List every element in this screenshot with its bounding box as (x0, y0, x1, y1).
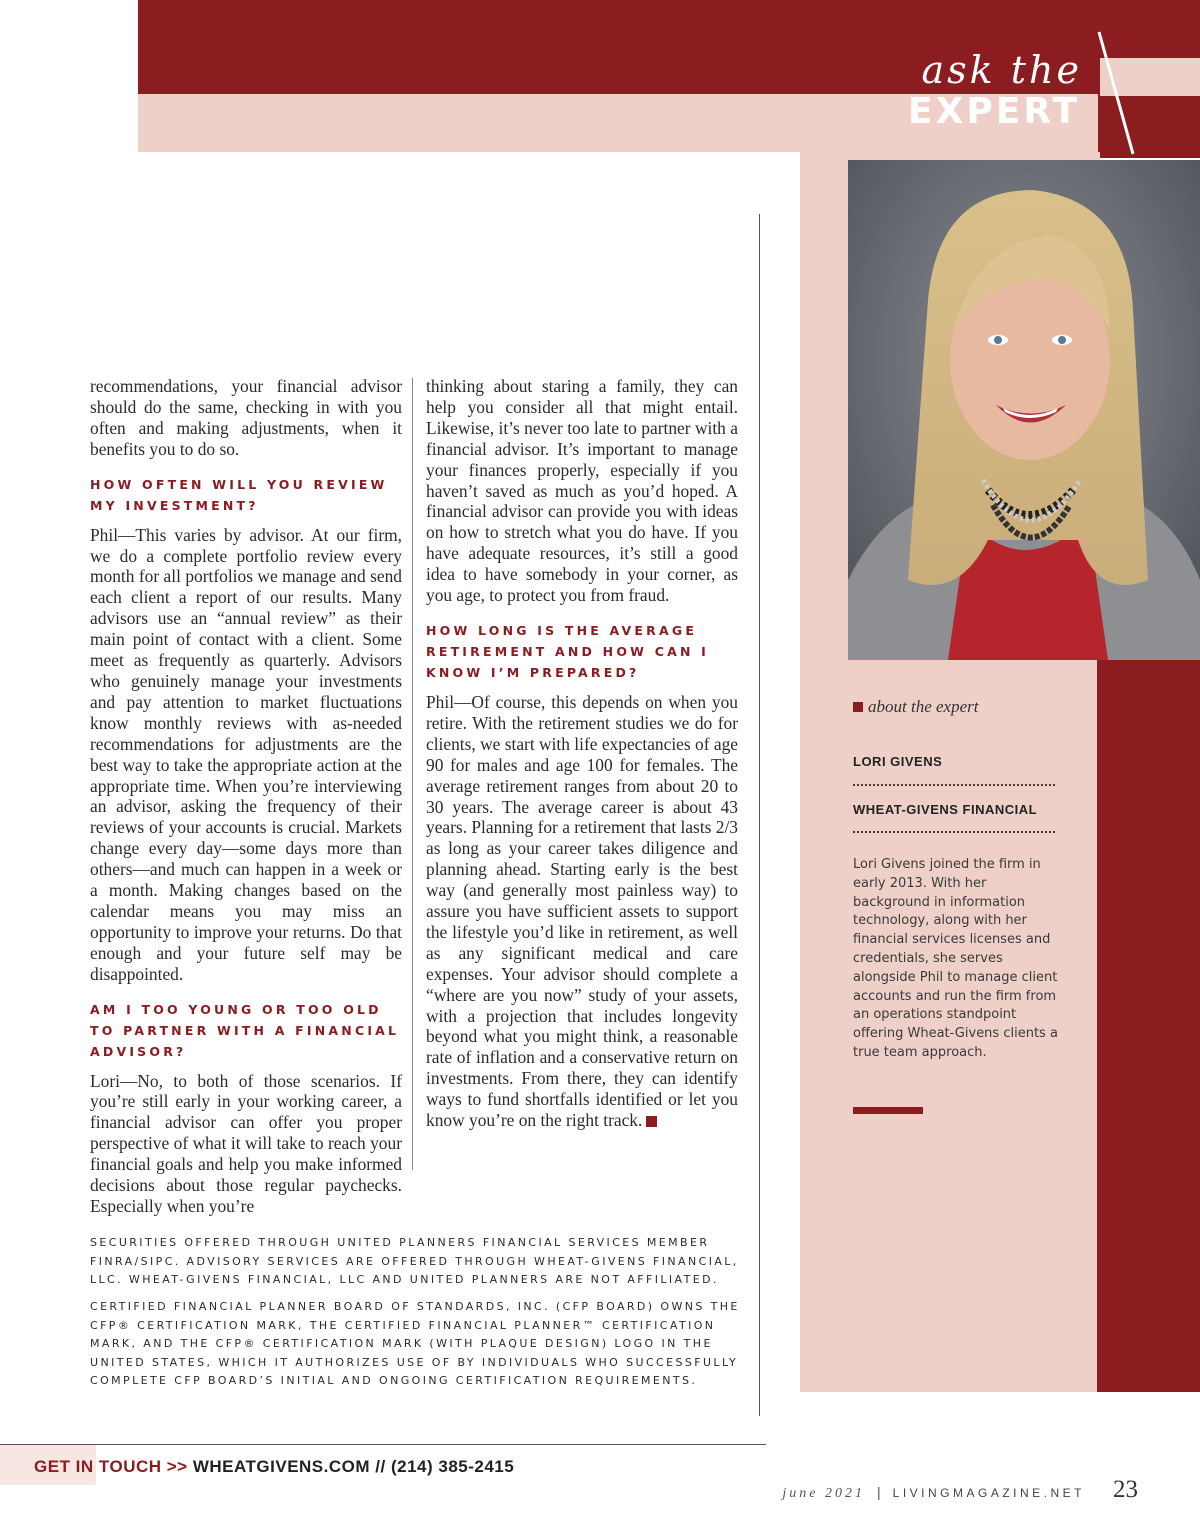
page-folio (782, 1476, 1138, 1504)
section-kicker: ask the (921, 48, 1082, 92)
get-in-touch-label: GET IN TOUCH >> (34, 1457, 188, 1476)
paragraph: thinking about staring a family, they can help you consider all that might entail. Likewise, it’s never too late to partner with a financial advisor. It’s important to manage your finances properly, especially if you haven’t saved as much as you’d hoped. A financial advisor can provide you with ideas on how to stretch what you do have. If you have adequate resources, it’s still a good idea to have somebody in your corner, as you age, to protect you from fraud. (426, 376, 738, 606)
expert-portrait (848, 160, 1200, 660)
about-label-text: about the expert (868, 697, 979, 716)
dotted-divider (853, 784, 1055, 786)
end-mark-icon (646, 1116, 657, 1127)
folio-separator: | (877, 1484, 881, 1500)
issue-date: june 2021 (782, 1486, 865, 1501)
paragraph-text: Phil—Of course, this depends on when you retire. With the retirement studies we do for clients, we start with life expectancies of age 90 for males and age 100 for females. The average retirement ranges from about 20 to 30 years. The average career is about 43 years. Planning for a retirement that lasts 2/3 as long as your career takes diligence and planning ahead. Starting early is the best way (and generally most painless way) to assure you have sufficient assets to support the lifestyle you’d like in retirement, as well as any significant medical and care expenses. Your advisor should complete a “where are you now” study of your assets, with a projection that includes longevity beyond what you might think, a reasonable rate of inflation and a conservative return on investments. From there, they can identify ways to fund shortfalls identified or let you know you’re on the right track. (426, 691, 738, 1131)
square-bullet-icon (853, 702, 863, 712)
question-heading: HOW OFTEN WILL YOU REVIEW MY INVESTMENT? (90, 476, 388, 513)
question-heading: AM I TOO YOUNG OR TOO OLD TO PARTNER WITH A FINANCIAL ADVISOR? (90, 1001, 400, 1059)
sidebar-red-strip (1097, 660, 1200, 1392)
slash-decoration (1095, 30, 1137, 156)
sidebar-accent-bar (853, 1107, 923, 1114)
contact-separator: // (375, 1457, 386, 1476)
website-link[interactable]: WHEATGIVENS.COM (192, 1457, 371, 1476)
question-heading: HOW LONG IS THE AVERAGE RETIREMENT AND HOW CAN I KNOW I’M PREPARED? (426, 622, 710, 680)
magazine-site: LIVINGMAGAZINE.NET (892, 1486, 1085, 1500)
section-title: EXPERT (908, 91, 1080, 132)
paragraph: Lori—No, to both of those scenarios. If you’re still early in your working career, a financial advisor can offer you proper perspective of what it will take to reach your financial goals and help you make informed decisions about those regular paychecks. Especially when you’re (90, 1070, 402, 1216)
page-number: 23 (1113, 1476, 1138, 1503)
paragraph (426, 692, 738, 1131)
expert-bio: Lori Givens joined the firm in early 2013. With her background in information technology, along with her financial services licenses and credentials, she serves alongside Phil to manage client accounts and run the firm from an operations standpoint offering Wheat-Givens clients a true team approach. (853, 857, 1058, 1060)
paragraph: Phil—This varies by advisor. At our firm, we do a complete portfolio review every month for all portfolios we manage and send each client a report of our results. Many advisors use an “annual review” as their main point of contact with a client. Some meet as frequently as quarterly. Advisors who genuinely manage your investments and pay attention to market fluctuations know monthly reviews with as-needed recommendations for adjustments are the best way to take the appropriate action at the appropriate time. When you’re interviewing an advisor, asking the frequency of their reviews of your accounts is crucial. Markets change every day—some days more than others—and much can happen in a week or a month. Making changes based on the calendar means you may miss an opportunity to improve your returns. Do that enough and your future self may be disappointed. (90, 524, 402, 984)
footer-rule (0, 1444, 766, 1445)
cfp-disclaimer: CERTIFIED FINANCIAL PLANNER BOARD OF STANDARDS, INC. (CFP BOARD) OWNS THE CFP® CERTIFICATION MARK, THE CERTIFIED FINANCIAL PLANNER™ CERTIFICATION MARK, AND THE CFP® CERTIFICATION MARK (WITH PLAQUE DESIGN) LOGO IN THE UNITED STATES, WHICH IT AUTHORIZES USE OF BY INDIVIDUALS WHO SUCCESSFULLY COMPLETE CFP BOARD’S INITIAL AND ONGOING CERTIFICATION REQUIREMENTS. (90, 1300, 740, 1388)
about-the-expert-label (853, 697, 978, 717)
expert-name: LORI GIVENS (853, 754, 943, 769)
article-column-right (426, 376, 738, 1143)
article-column-left (90, 376, 402, 1229)
column-divider (412, 378, 413, 1170)
phone-number[interactable]: (214) 385-2415 (390, 1457, 515, 1476)
contact-line (34, 1456, 514, 1478)
content-vertical-rule (759, 214, 760, 1416)
securities-disclaimer: SECURITIES OFFERED THROUGH UNITED PLANNERS FINANCIAL SERVICES MEMBER FINRA/SIPC. ADVISORY SERVICES ARE OFFERED THROUGH WHEAT-GIVENS FINANCIAL, LLC. WHEAT-GIVENS FINANCIAL, LLC AND UNITED PLANNERS ARE NOT AFFILIATED. (90, 1236, 739, 1287)
expert-firm: WHEAT-GIVENS FINANCIAL (853, 802, 1038, 817)
paragraph: recommendations, your financial advisor should do the same, checking in with you often and making adjustments, when it benefits you to do so. (90, 376, 402, 459)
dotted-divider (853, 831, 1055, 833)
